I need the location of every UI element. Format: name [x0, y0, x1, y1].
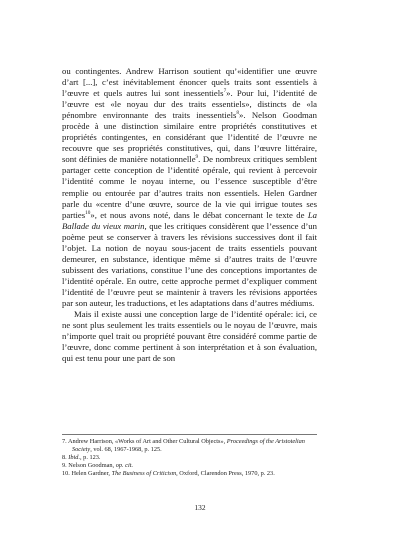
text-run: , Oxford, Clarendon Press, 1970, p. 23. — [176, 469, 275, 477]
italic-text: op. cit. — [115, 461, 134, 469]
italic-text: The Business of Criticism — [111, 469, 177, 477]
body-text — [62, 66, 317, 364]
text-run: ». Pour lui, l’identité de l’œuvre est «le noyau dur des traits essentiels», distincts de «la pénombre environnante des traits inessentiels — [62, 88, 317, 121]
footnotes — [62, 434, 317, 478]
paragraph — [62, 309, 317, 364]
footnote-ref: 7 — [223, 88, 227, 95]
italic-text: La Ballade du vieux marin — [62, 209, 317, 231]
footnote — [62, 438, 317, 454]
text-run: . De nombreux critiques semblent partager cette conception de l’identité opérale, qui revient à percevoir l’identité comme le noyau interne, ou l’essence susceptible d’être remplie ou entourée par d’autres traits non essentiels. Helen Gardner parle du «centre d’une œuvre, source de la vie qui irrigue toutes ses parties — [62, 154, 317, 220]
footnote-list — [62, 438, 317, 478]
text-run: ». Nelson Goodman procède à une distinction similaire entre propriétés constitutives et propriétés contingentes, en considérant que l’identité de l’œuvre ne recouvre que ses propriétés constitutives, qui, dans l’œuvre littéraire, sont définies de manière notationnelle — [62, 110, 318, 165]
text-run: 7. Andrew Harrison, «Works of Art and Other Cultural Objects», — [62, 438, 227, 445]
text-run: , vol. 68, 1967-1968, p. 125. — [90, 445, 162, 453]
footnote — [62, 454, 317, 462]
footnote — [62, 462, 317, 470]
text-run: , que les critiques considèrent que l’essence d’un poème peut se conserver à travers les révisions successives dont il fait l’objet. La notion de noyau sous-jacent de traits essentiels pouvant demeurer, en substance, identique même si d’autres traits de l’œuvre subissent des variations, constitue l’une des conceptions importantes de l’identité opérale. En outre, cette approche permet d’expliquer comment l’identité de l’œuvre peut se maintenir à travers les révisions apportées par son auteur, les traductions, et les adaptations dans d’autres médiums. — [62, 220, 317, 308]
text-run: 8. — [62, 453, 69, 461]
text-run: , p. 123. — [80, 453, 101, 461]
text-run: », et nous avons noté, dans le débat concernant le texte de — [90, 209, 308, 220]
footnote — [62, 470, 317, 478]
italic-text: Proceedings of the Aristotelian Society — [72, 438, 305, 453]
page-body — [62, 66, 317, 364]
footnote-ref: 10 — [85, 209, 91, 216]
paragraph — [62, 66, 317, 309]
italic-text: Ibid. — [68, 453, 81, 461]
text-run: Mais il existe aussi une conception large de l’identité opérale: ici, ce ne sont plus seulement les traits essentiels ou le noyau de l’œuvre, mais n’importe quel trait ou propriété pouvant être considéré comme partie de l’œuvre, donc comme pertinent à son interprétation et à son évaluation, qui est tenu pour une part de son — [62, 309, 317, 364]
footnote-ref: 9 — [195, 154, 199, 161]
footnote-rule — [62, 434, 317, 435]
text-run: 9. Nelson Goodman, — [62, 461, 116, 469]
text-run: ou contingentes. Andrew Harrison soutient qu’«identifier une œuvre d’art [...], c’est inévitablement énoncer quels traits sont essentiels à l’œuvre et quels autres lui sont inessentiels — [62, 66, 317, 99]
footnote-ref: 8 — [236, 110, 239, 117]
page-number: 132 — [194, 503, 206, 512]
text-run: 10. Helen Gardner, — [62, 469, 112, 477]
